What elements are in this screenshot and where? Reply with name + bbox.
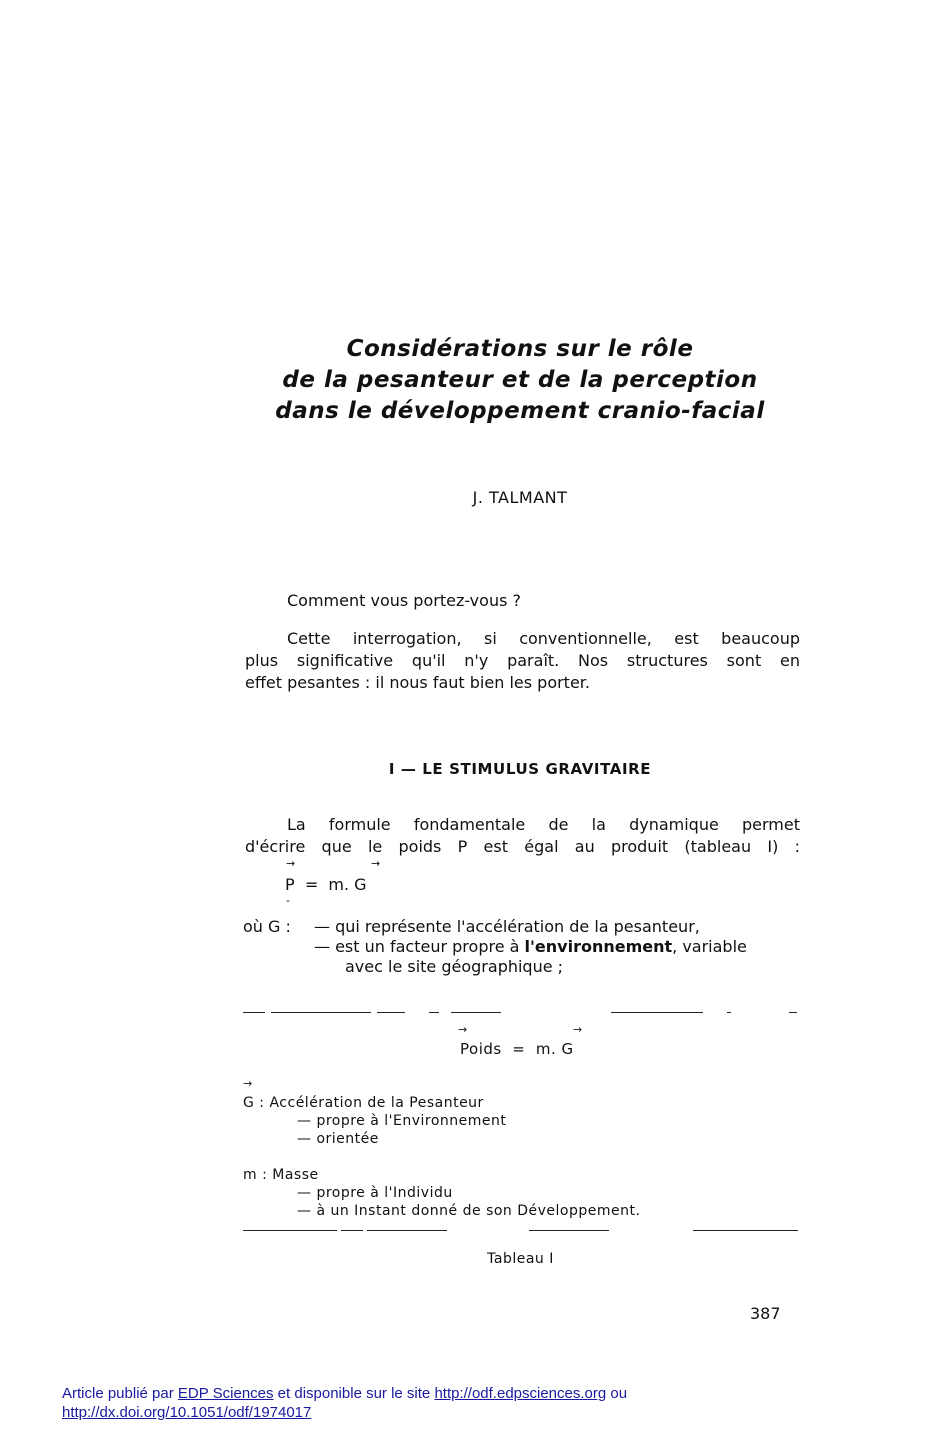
- where-item-2-text: — est un facteur propre à: [314, 937, 525, 956]
- table-g-item-2: — orientée: [297, 1131, 379, 1147]
- footer-line-2: [62, 1403, 627, 1422]
- table-m-label: m : Masse: [243, 1167, 319, 1183]
- title-line-1: Considérations sur le rôle: [346, 336, 694, 362]
- table-m-item-2: — à un Instant donné de son Développement.: [297, 1203, 641, 1219]
- vector-arrow-icon: →: [573, 1023, 583, 1036]
- publisher-footer: [62, 1384, 627, 1422]
- formula: P = m. G: [285, 875, 367, 894]
- author: J. TALMANT: [472, 488, 568, 507]
- title-line-2: de la pesanteur et de la perception: [282, 367, 758, 393]
- vector-arrow-icon: →: [371, 857, 381, 870]
- article-title: [210, 334, 830, 427]
- where-item-2-suffix: , variable: [672, 937, 747, 956]
- where-item-2-emphasis: l'environnement: [524, 937, 673, 956]
- table-top-rule: [243, 1012, 798, 1013]
- page-number: 387: [750, 1304, 781, 1323]
- intro-paragraph: [245, 628, 800, 694]
- vector-arrow-icon: →: [286, 857, 296, 870]
- where-label: où G :: [243, 917, 291, 936]
- section-para-line-2: d'écrire que le poids P est égal au produit (tableau I) :: [245, 837, 800, 856]
- table-g-item-1: — propre à l'Environnement: [297, 1113, 507, 1129]
- title-line-3: dans le développement cranio-facial: [275, 398, 765, 424]
- where-item-2: [314, 936, 747, 958]
- intro-para-line-2: plus significative qu'il n'y paraît. Nos structures sont en: [245, 651, 800, 670]
- section-heading: I — LE STIMULUS GRAVITAIRE: [388, 760, 652, 778]
- intro-question: Comment vous portez-vous ?: [287, 591, 521, 610]
- intro-para-line-1: Cette interrogation, si conventionnelle, est beaucoup: [287, 629, 800, 648]
- footer-text: et disponible sur le site: [273, 1385, 435, 1402]
- vector-arrow-icon: -: [286, 894, 290, 907]
- table-g-label: G : Accélération de la Pesanteur: [243, 1095, 484, 1111]
- vector-arrow-icon: →: [243, 1077, 253, 1090]
- footer-text: Article publié par: [62, 1385, 178, 1402]
- where-item-1: — qui représente l'accélération de la pesanteur,: [314, 917, 700, 936]
- odf-site-link[interactable]: http://odf.edpsciences.org: [434, 1385, 607, 1402]
- section-paragraph: [245, 814, 800, 858]
- table-bottom-rule: [243, 1230, 798, 1231]
- where-item-3: avec le site géographique ;: [345, 957, 564, 976]
- edp-sciences-link[interactable]: EDP Sciences: [177, 1385, 274, 1402]
- footer-line-1: [62, 1384, 627, 1403]
- footer-text: ou: [606, 1385, 628, 1402]
- table-caption: Tableau I: [487, 1251, 554, 1267]
- vector-arrow-icon: →: [458, 1023, 468, 1036]
- intro-para-line-3: effet pesantes : il nous faut bien les porter.: [245, 673, 590, 692]
- table-formula: Poids = m. G: [460, 1040, 574, 1058]
- doi-link[interactable]: http://dx.doi.org/10.1051/odf/1974017: [62, 1404, 312, 1421]
- table-m-item-1: — propre à l'Individu: [297, 1185, 453, 1201]
- section-para-line-1: La formule fondamentale de la dynamique permet: [287, 815, 800, 834]
